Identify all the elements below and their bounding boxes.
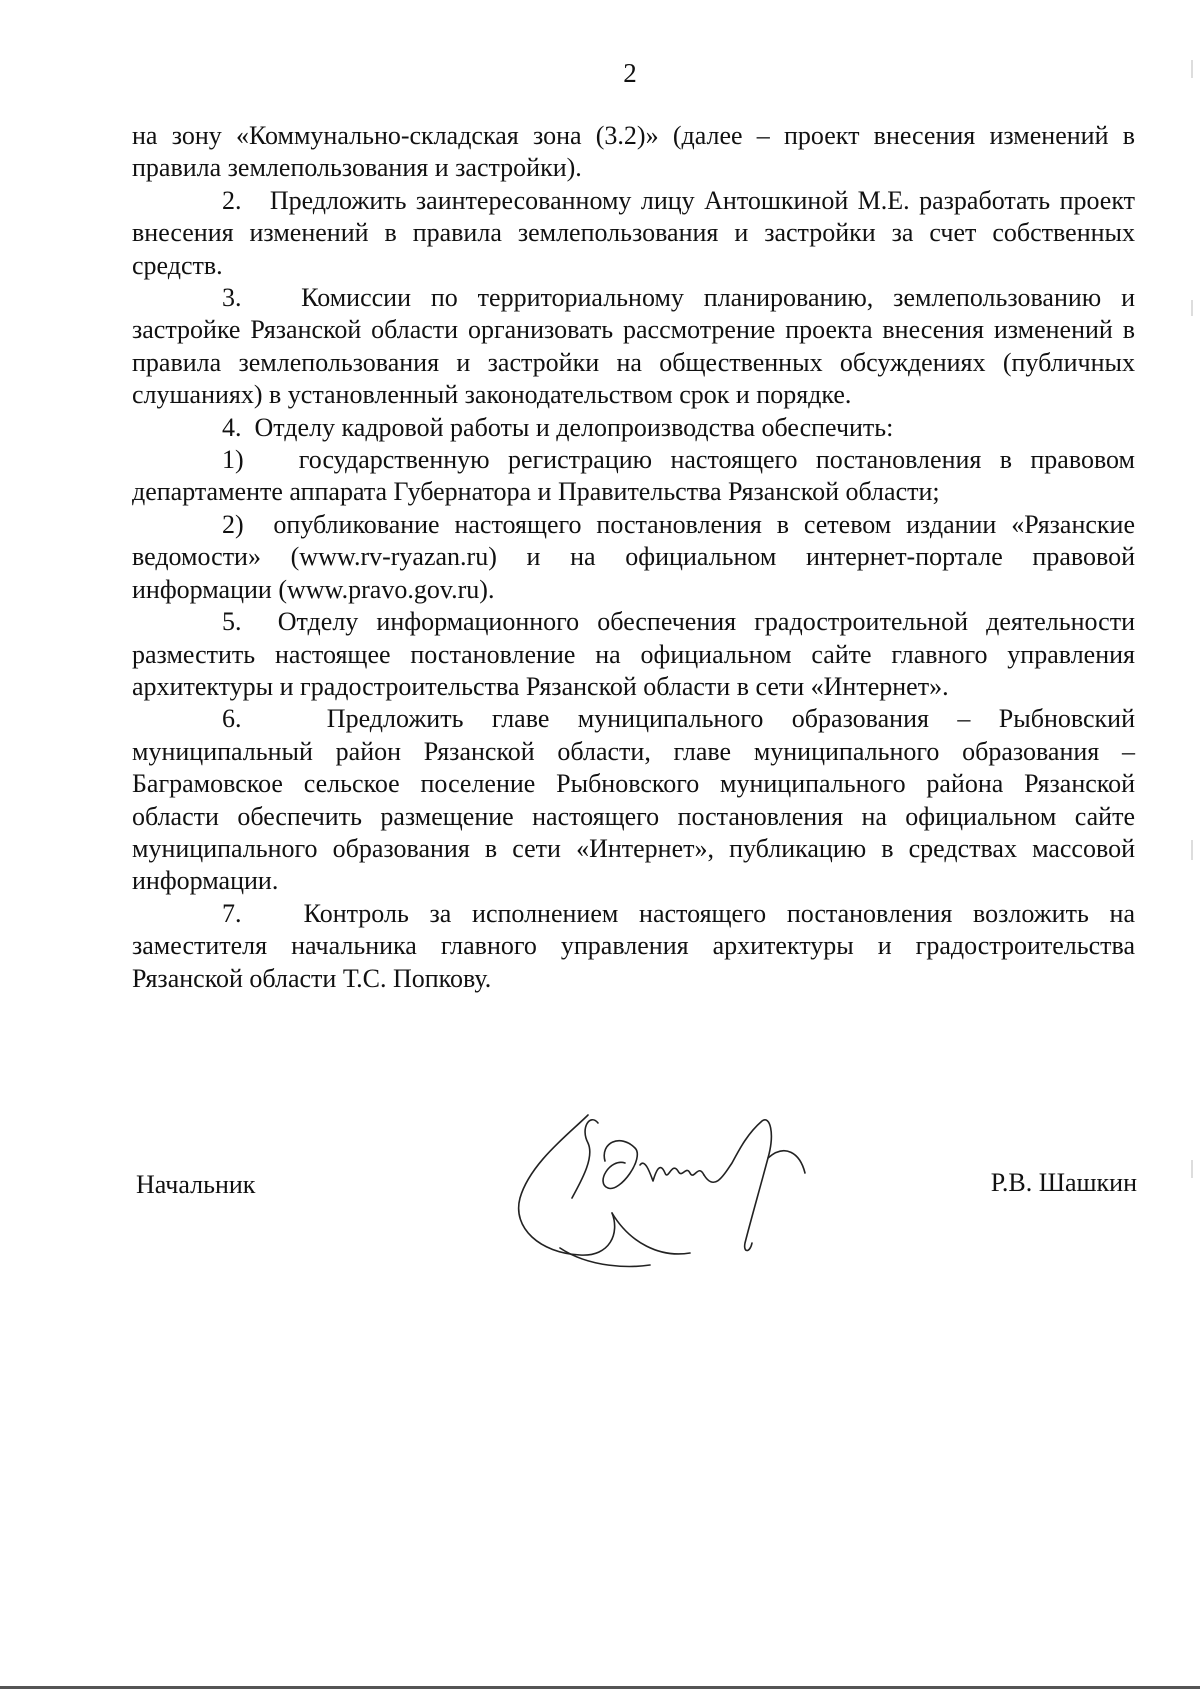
paragraph-item-2: 2. Предложить заинтересованному лицу Антошкиной М.Е. разработать проект внесения изменений в правила землепользования и застройки за счет собственных средств.	[132, 185, 1135, 280]
paragraph-item-7: 7. Контроль за исполнением настоящего постановления возложить на заместителя начальника главного управления архитектуры и градостроительства Рязанской области Т.С. Попкову.	[132, 898, 1135, 993]
paragraph-item-5: 5. Отделу информационного обеспечения градостроительной деятельности разместить настоящее постановление на официальном сайте главного управления архитектуры и градостроительства Рязанской области в сети «Интернет».	[132, 607, 1135, 701]
signatory-title: Начальник	[136, 1170, 256, 1199]
paragraph-item-3: 3. Комиссии по территориальному планированию, землепользованию и застройке Рязанской области организовать рассмотрение проекта внесения изменений в правила землепользования и застройки на общественных обсуждениях (публичных слушаниях) в установленный законодательством срок и порядке.	[132, 283, 1135, 410]
signature-row	[132, 1168, 1135, 1228]
scan-edge-marks	[1190, 0, 1194, 1697]
paragraph-subitem-2: 2) опубликование настоящего постановления в сетевом издании «Рязанские ведомости» (www.rv-ryazan.ru) и на официальном интернет-портале правовой информации (www.pravo.gov.ru).	[132, 509, 1135, 604]
paragraph-subitem-1: 1) государственную регистрацию настоящего постановления в правовом департаменте аппарата Губернатора и Правительства Рязанской области;	[132, 445, 1135, 507]
signatory-name: Р.В. Шашкин	[990, 1168, 1137, 1197]
scan-edge-line	[0, 1686, 1200, 1689]
document-body	[132, 120, 1135, 995]
paragraph-continuation: на зону «Коммунально-складская зона (3.2)» (далее – проект внесения изменений в правила землепользования и застройки).	[132, 121, 1135, 183]
page-number: 2	[623, 58, 637, 88]
paragraph-item-6: 6. Предложить главе муниципального образования – Рыбновский муниципальный район Рязанской области, главе муниципального образования – Баграмовское сельское поселение Рыбновского муниципального района Рязанской области обеспечить размещение настоящего постановления на официальном сайте муниципального образования в сети «Интернет», публикацию в средствах массовой информации.	[132, 704, 1135, 896]
paragraph-item-4: 4. Отделу кадровой работы и делопроизводства обеспечить:	[222, 412, 894, 442]
